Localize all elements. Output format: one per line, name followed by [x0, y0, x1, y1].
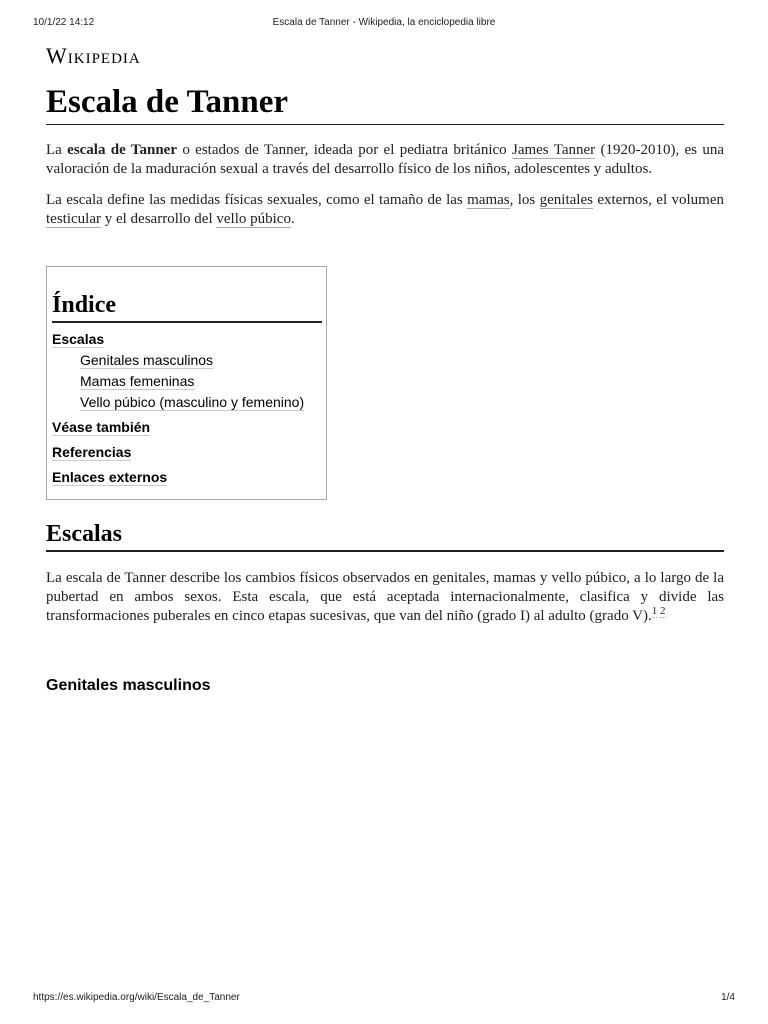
section-heading-escalas: Escalas: [46, 518, 724, 552]
link-james-tanner[interactable]: James Tanner: [511, 142, 596, 158]
toc-item-label: Escalas: [52, 331, 105, 347]
subsection-heading-genitales-masculinos: Genitales masculinos: [46, 677, 211, 694]
link-genitales[interactable]: genitales: [539, 192, 593, 208]
intro2-text-a: La escala define las medidas físicas sexuales, como el tamaño de las: [46, 192, 468, 208]
toc-item-label: Genitales masculinos: [80, 352, 214, 368]
link-vello-pubico[interactable]: vello púbico: [216, 211, 291, 227]
intro1-text-b: o estados de Tanner, ideada por el pediatra británico: [177, 142, 512, 158]
intro2-text-c: externos, el volumen: [592, 192, 724, 208]
print-header: [0, 17, 768, 31]
toc-item-label: Mamas femeninas: [80, 373, 195, 389]
escalas-text: La escala de Tanner describe los cambios físicos observados en genitales, mamas y vello púbico, a lo largo de la pubertad en ambos sexos. Esta escala, que está aceptada internacionalmente, clasifica y divide las transformaciones puberales en cinco etapas sucesivas, que van del niño (grado I) al adulto (grado V).: [46, 570, 724, 624]
toc-item-referencias[interactable]: [52, 442, 321, 462]
toc-item-label: Enlaces externos: [52, 469, 168, 485]
toc-title: Índice: [52, 289, 322, 323]
link-testicular[interactable]: testicular: [46, 211, 101, 227]
intro-paragraph-1: [46, 141, 724, 179]
section-escalas-body: [46, 569, 724, 626]
print-page-number: 1/4: [721, 992, 735, 1003]
print-url: https://es.wikipedia.org/wiki/Escala_de_Tanner: [33, 992, 240, 1003]
intro1-text-a: La: [46, 142, 68, 158]
toc-item-vease-tambien[interactable]: [52, 417, 321, 437]
toc-item-enlaces-externos[interactable]: [52, 467, 321, 487]
escalas-paragraph: [46, 569, 724, 626]
print-timestamp: 10/1/22 14:12: [33, 17, 95, 28]
reference-link-1[interactable]: 1: [651, 605, 658, 617]
intro-paragraph-2: [46, 191, 724, 229]
toc-item-escalas[interactable]: [52, 329, 321, 349]
toc-item-vello-pubico[interactable]: [52, 392, 321, 412]
toc-item-mamas-femeninas[interactable]: [52, 371, 321, 391]
toc-item-label: Vello púbico (masculino y femenino): [80, 394, 305, 410]
intro2-text-d: y el desarrollo del: [100, 211, 217, 227]
toc-item-label: Véase también: [52, 419, 151, 435]
ref-superscript: [652, 605, 666, 618]
intro2-text-b: , los: [509, 192, 540, 208]
table-of-contents: [46, 266, 327, 500]
print-page-title: Escala de Tanner - Wikipedia, la enciclopedia libre: [272, 17, 496, 28]
article-intro: [46, 141, 724, 229]
print-footer: [0, 992, 768, 1006]
intro1-text-c: (1920-2010), es una valoración de la maduración sexual a través del desarrollo físico de los niños, adolescentes y adultos.: [46, 142, 724, 177]
toc-item-label: Referencias: [52, 444, 132, 460]
reference-link-2[interactable]: 2: [660, 605, 666, 617]
link-mamas[interactable]: mamas: [467, 192, 510, 208]
wikipedia-logo[interactable]: Wikipedia: [46, 43, 141, 68]
page-title: Escala de Tanner: [46, 82, 724, 125]
intro2-text-e: .: [290, 211, 295, 227]
toc-item-genitales-masculinos[interactable]: [52, 350, 321, 370]
intro1-bold-term: escala de Tanner: [67, 142, 177, 158]
